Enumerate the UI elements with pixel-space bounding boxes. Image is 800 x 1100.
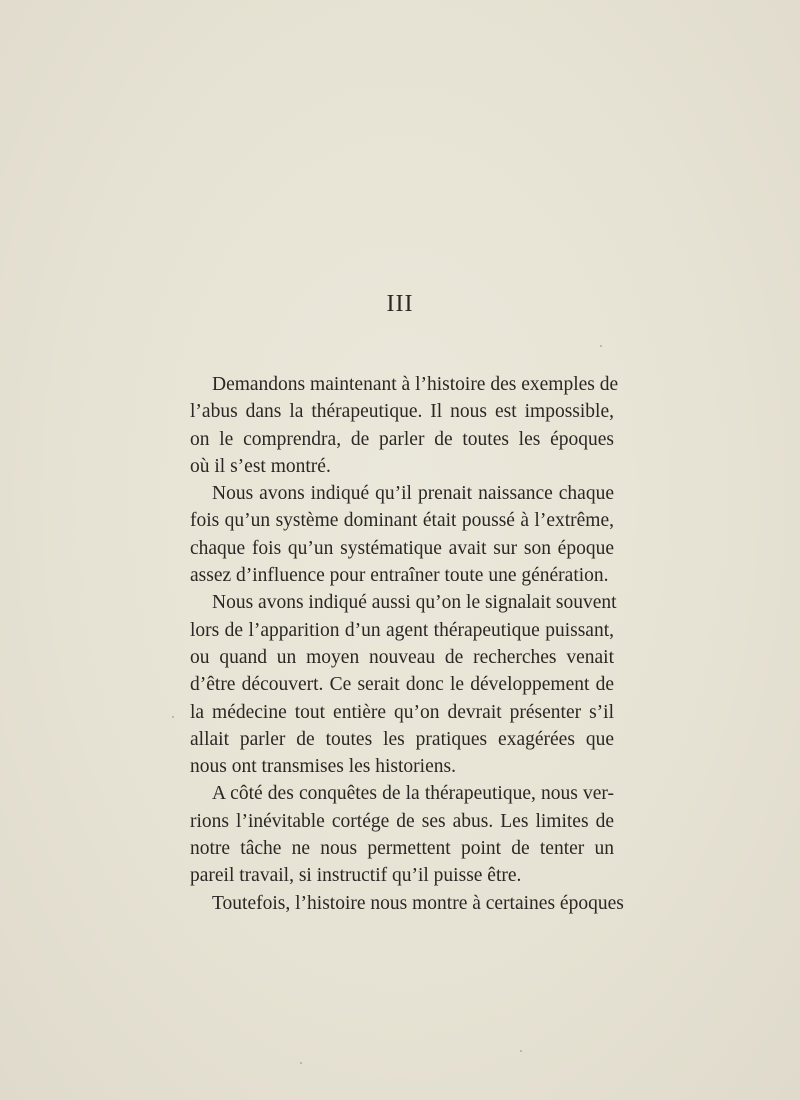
text-line: pareil travail, si instructif qu’il puisse être.	[190, 865, 522, 887]
text-line: allait parler de toutes les pratiques exagérées que	[190, 728, 614, 750]
text-line: d’être découvert. Ce serait donc le développement de	[190, 674, 614, 696]
paragraph	[190, 371, 619, 480]
paragraph	[190, 780, 614, 889]
text-line: lors de l’apparition d’un agent thérapeutique puissant,	[190, 619, 614, 641]
text-line: fois qu’un système dominant était poussé à l’extrême,	[190, 510, 614, 532]
text-line: Nous avons indiqué aussi qu’on le signalait souvent	[212, 592, 617, 614]
paragraph	[190, 890, 624, 917]
text-line: on le comprendra, de parler de toutes les époques	[190, 428, 614, 450]
text-line: nous ont transmises les historiens.	[190, 756, 456, 778]
body-text	[190, 371, 624, 917]
text-line: assez d’influence pour entraîner toute une génération.	[190, 565, 609, 587]
text-line: Toutefois, l’histoire nous montre à certaines époques	[212, 892, 624, 914]
paper-speck	[172, 716, 174, 718]
text-line: rions l’inévitable cortége de ses abus. Les limites de	[190, 810, 614, 832]
section-heading: III	[386, 291, 414, 317]
paper-speck	[300, 1062, 302, 1064]
text-line: Demandons maintenant à l’histoire des exemples de	[212, 374, 619, 395]
text-line: notre tâche ne nous permettent point de tenter un	[190, 838, 614, 860]
text-line: la médecine tout entière qu’on devrait présenter s’il	[190, 701, 614, 723]
paper-speck	[600, 345, 602, 347]
text-line: où il s’est montré.	[190, 455, 331, 477]
text-line: chaque fois qu’un systématique avait sur son époque	[190, 537, 614, 559]
text-line: ou quand un moyen nouveau de recherches venait	[190, 646, 614, 668]
paragraph	[190, 480, 614, 589]
text-line: l’abus dans la thérapeutique. Il nous est impossible,	[190, 401, 614, 423]
paragraph	[190, 589, 617, 780]
paper-speck	[520, 1050, 522, 1052]
text-line: A côté des conquêtes de la thérapeutique, nous ver-	[212, 783, 614, 805]
text-line: Nous avons indiqué qu’il prenait naissance chaque	[212, 483, 614, 505]
